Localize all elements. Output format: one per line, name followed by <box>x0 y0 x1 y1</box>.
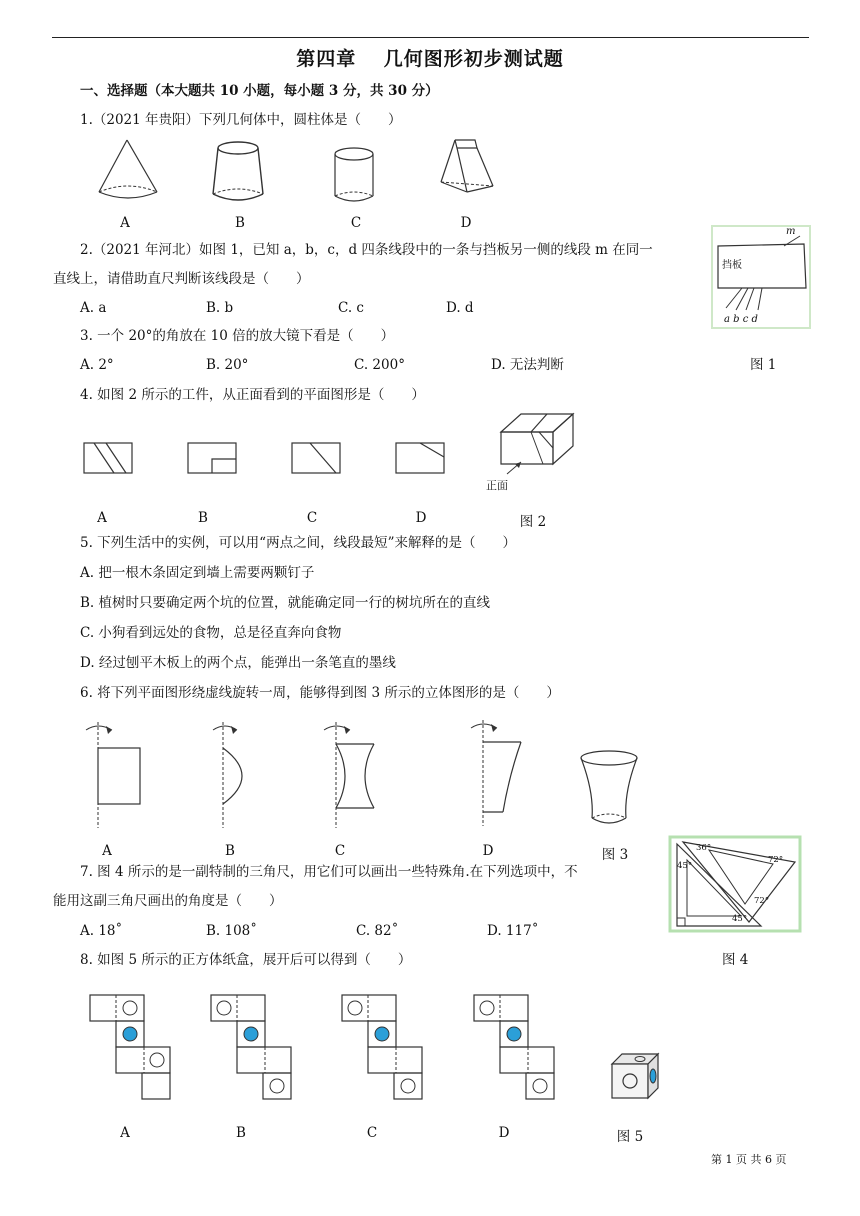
q3-option-c: C. 200° <box>354 357 405 373</box>
q4-option-b-figure <box>188 443 238 475</box>
q7-option-d: D. 117˚ <box>487 923 539 939</box>
q1-label-a: A <box>120 215 130 231</box>
figure-2-arrow <box>505 458 545 478</box>
figure-5-label: 图 5 <box>616 1129 644 1145</box>
q4-label-c: C <box>306 510 318 526</box>
q3-option-a: A. 2° <box>80 357 114 373</box>
q6-label-d: D <box>482 843 494 859</box>
q8-label-c: C <box>366 1125 378 1141</box>
q8-option-b-net <box>209 993 293 1103</box>
q8-label-b: B <box>236 1125 246 1141</box>
figure-3-label: 图 3 <box>601 847 629 863</box>
cone-figure <box>95 138 165 208</box>
q4-label-d: D <box>415 510 427 526</box>
figure-1-label: 图 1 <box>750 357 777 373</box>
q8-stem: 8. 如图 5 所示的正方体纸盒，展开后可以得到（ ） <box>80 952 412 968</box>
q7-stem-line1: 7. 图 4 所示的是一副特制的三角尺，用它们可以画出一些特殊角.在下列选项中，不 <box>80 864 578 880</box>
q2-option-a: A. a <box>80 300 107 316</box>
q8-option-c-net <box>340 993 424 1103</box>
q6-label-a: A <box>102 843 112 859</box>
q5-option-d: D. 经过刨平木板上的两个点，能弹出一条笔直的墨线 <box>80 655 396 671</box>
q4-option-c-figure <box>292 443 342 475</box>
frustum-figure <box>210 140 270 210</box>
figure-1-baffle-text: 挡板 <box>722 260 742 271</box>
q4-label-b: B <box>198 510 208 526</box>
q6-option-c-figure <box>318 718 388 833</box>
figure-4-angle-72-top: 72° <box>768 855 784 865</box>
q6-stem: 6. 将下列平面图形绕虚线旋转一周，能够得到图 3 所示的立体图形的是（ ） <box>80 685 560 701</box>
figure-2-front-label: 正面 <box>486 479 508 492</box>
q4-stem: 4. 如图 2 所示的工件，从正面看到的平面图形是（ ） <box>80 387 425 403</box>
figure-5-cube <box>608 1052 662 1102</box>
page-title: 第四章 几何图形初步测试题 <box>296 48 564 70</box>
q1-label-c: C <box>350 215 362 231</box>
q2-stem-line1: 2.（2021 年河北）如图 1，已知 a，b，c，d 四条线段中的一条与挡板另一侧的线段 m 在同一 <box>80 242 653 258</box>
section-heading: 一、选择题（本大题共 10 小题，每小题 3 分，共 30 分） <box>80 83 439 99</box>
page-footer: 第 1 页 共 6 页 <box>711 1153 787 1166</box>
q4-option-d-figure <box>396 443 446 475</box>
q6-option-d-figure <box>465 716 535 831</box>
q3-option-d: D. 无法判断 <box>491 357 564 373</box>
q8-option-d-net <box>472 993 556 1103</box>
figure-4-angle-45-left: 45° <box>677 861 693 871</box>
q2-option-d: D. d <box>446 300 474 316</box>
q6-label-c: C <box>334 843 346 859</box>
q8-option-a-net <box>88 993 172 1103</box>
q1-label-b: B <box>235 215 245 231</box>
q6-option-b-figure <box>205 718 265 833</box>
q2-option-b: B. b <box>206 300 234 316</box>
q5-option-b: B. 植树时只要确定两个坑的位置，就能确定同一行的树坑所在的直线 <box>80 595 491 611</box>
figure-1-m-label: m <box>786 226 796 237</box>
q7-option-b: B. 108˚ <box>206 923 258 939</box>
q3-stem: 3. 一个 20°的角放在 10 倍的放大镜下看是（ ） <box>80 328 395 344</box>
figure-4-angle-72-bottom: 72° <box>754 896 770 906</box>
q4-option-a-figure <box>84 443 134 475</box>
q6-option-a-figure <box>80 718 150 833</box>
q2-option-c: C. c <box>338 300 364 316</box>
q3-option-b: B. 20° <box>206 357 249 373</box>
q4-label-a: A <box>97 510 107 526</box>
q6-label-b: B <box>225 843 235 859</box>
cylinder-figure <box>330 146 385 208</box>
pyramid-frustum-figure <box>437 138 497 208</box>
q7-stem-line2: 能用这副三角尺画出的角度是（ ） <box>53 893 283 909</box>
figure-1-abcd-labels: a b c d <box>724 314 758 325</box>
q5-option-c: C. 小狗看到远处的食物，总是径直奔向食物 <box>80 625 342 641</box>
q5-option-a: A. 把一根木条固定到墙上需要两颗钉子 <box>80 565 315 581</box>
figure-3-solid <box>578 748 642 830</box>
figure-4-angle-45-bottom: 45° <box>732 914 748 924</box>
figure-4-label: 图 4 <box>722 952 749 968</box>
top-rule <box>52 37 809 38</box>
q7-option-a: A. 18˚ <box>80 923 123 939</box>
q2-stem-line2: 直线上，请借助直尺判断该线段是（ ） <box>53 271 310 287</box>
q8-label-a: A <box>120 1125 130 1141</box>
figure-2-label: 图 2 <box>519 514 547 530</box>
q8-label-d: D <box>498 1125 510 1141</box>
figure-4-angle-36: 36° <box>696 843 712 853</box>
q1-stem: 1.（2021 年贵阳）下列几何体中，圆柱体是（ ） <box>80 112 402 128</box>
q7-option-c: C. 82˚ <box>356 923 399 939</box>
q5-stem: 5. 下列生活中的实例，可以用“两点之间，线段最短”来解释的是（ ） <box>80 535 516 551</box>
q1-label-d: D <box>460 215 472 231</box>
